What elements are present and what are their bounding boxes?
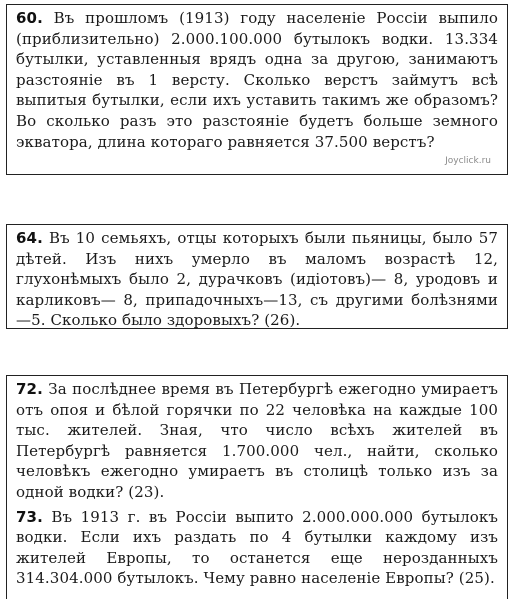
problem-72-text	[16, 379, 498, 503]
problem-72-number: 72.	[16, 380, 43, 398]
problem-72-73-box	[6, 375, 508, 599]
problem-64-number: 64.	[16, 229, 43, 247]
problem-60-number: 60.	[16, 9, 43, 27]
problem-60-body: Въ прошломъ (1913) году населенiе Россiи выпило (приблизительно) 2.000.100.000 бутылокъ водки. 13.334 бутылки, уставленныя врядъ одна за другою, занимаютъ разстоянiе въ 1 версту. Сколько верстъ займутъ всѣ выпитыя бутылки, если ихъ уставить такимъ же образомъ? Во сколько разъ это разстоянiе будетъ больше земного экватора, длина котораго равняется 37.500 верстъ?	[16, 9, 498, 151]
problem-60-box	[6, 4, 508, 175]
problem-64-body: Въ 10 семьяхъ, отцы которыхъ были пьяницы, было 57 дѣтей. Изъ нихъ умерло въ маломъ возрастѣ 12, глухонѣмыхъ было 2, дурачковъ (идiотовъ)— 8, уродовъ и карликовъ— 8, припадочныхъ—13, съ другими болѣзнями—5. Сколько было здоровыхъ? (26).	[16, 229, 498, 330]
problem-73-text	[16, 507, 498, 589]
watermark: Joyclick.ru	[445, 156, 491, 166]
problem-73-body: Въ 1913 г. въ Россiи выпито 2.000.000.000 бутылокъ водки. Если ихъ раздать по 4 бутылки каждому изъ жителей Европы, то останется еще нерозданныхъ 314.304.000 бутылокъ. Чему равно населенiе Европы? (25).	[16, 507, 498, 588]
problem-73-number: 73.	[16, 507, 43, 526]
problem-60-text	[16, 8, 498, 152]
problem-72-body: За послѣднее время въ Петербургѣ ежегодно умираетъ отъ опоя и бѣлой горячки по 22 человѣка на каждые 100 тыс. жителей. Зная, что число всѣхъ жителей въ Петербургѣ равняется 1.700.000 чел., найти, сколько человѣкъ ежегодно умираетъ въ столицѣ только изъ за одной водки? (23).	[16, 380, 498, 501]
problem-64-box	[6, 224, 508, 329]
problem-64-text	[16, 228, 498, 331]
